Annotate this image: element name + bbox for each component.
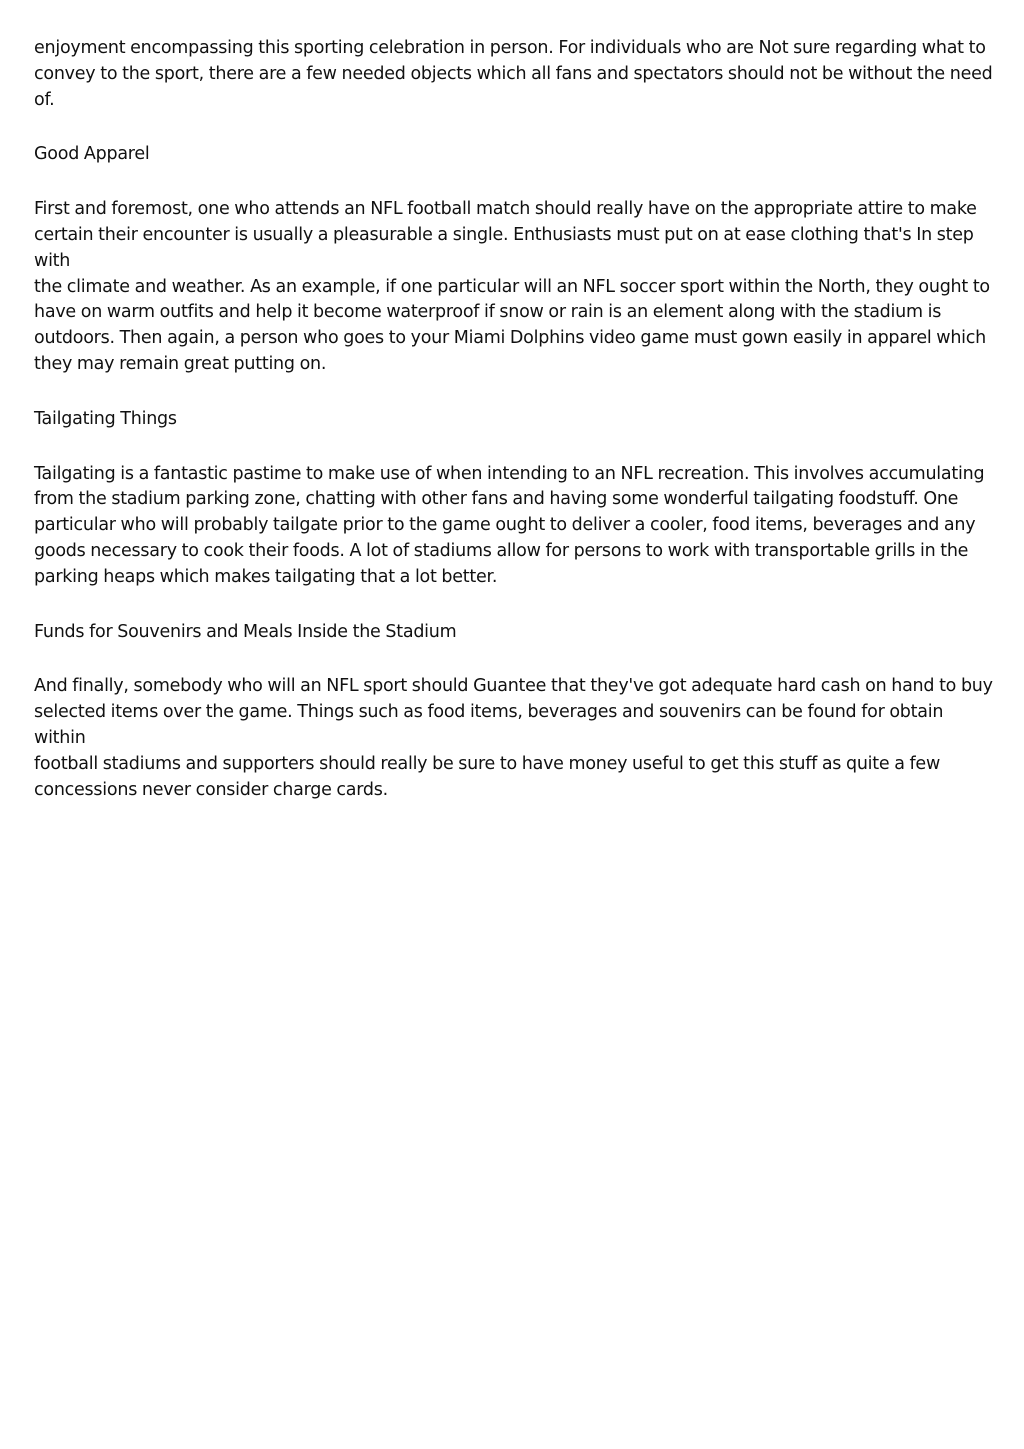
text-line: from the stadium parking zone, chatting with other fans and having some wonderful tailgating foodstuff. One [34, 489, 959, 510]
text-line: certain their encounter is usually a pleasurable a single. Enthusiasts must put on at ease clothing that's In step with [34, 224, 974, 271]
text-line: have on warm outfits and help it become waterproof if snow or rain is an element along with the stadium is [34, 302, 942, 323]
tailgating-paragraph [34, 462, 994, 591]
section-heading-funds: Funds for Souvenirs and Meals Inside the Stadium [34, 621, 457, 642]
intro-paragraph [34, 36, 994, 113]
text-line: selected items over the game. Things such as food items, beverages and souvenirs can be found for obtain within [34, 702, 944, 748]
text-line: First and foremost, one who attends an NFL football match should really have on the appropriate attire to make [34, 199, 977, 220]
text-line: football stadiums and supporters should really be sure to have money useful to get this stuff as quite a few [34, 753, 941, 774]
text-line: enjoyment encompassing this sporting celebration in person. For individuals who are Not sure regarding what to [34, 38, 986, 58]
good-apparel-paragraph [34, 197, 994, 378]
text-line: of. [34, 89, 55, 110]
text-line: convey to the sport, there are a few needed objects which all fans and spectators should not be without the need [34, 63, 993, 84]
text-line: outdoors. Then again, a person who goes to your Miami Dolphins video game must gown easily in apparel which [34, 328, 987, 349]
section-heading-good-apparel: Good Apparel [34, 144, 150, 165]
text-line: goods necessary to cook their foods. A lot of stadiums allow for persons to work with transportable grills in the [34, 540, 969, 561]
section-heading-tailgating-things: Tailgating Things [34, 408, 177, 429]
text-line: Tailgating is a fantastic pastime to make use of when intending to an NFL recreation. This involves accumulating [34, 463, 985, 484]
text-line: they may remain great putting on. [34, 353, 327, 374]
text-line: concessions never consider charge cards. [34, 779, 388, 800]
text-line: the climate and weather. As an example, if one particular will an NFL soccer sport within the North, they ought to [34, 276, 990, 297]
text-line: parking heaps which makes tailgating that a lot better. [34, 566, 498, 587]
text-line: And finally, somebody who will an NFL sport should Guantee that they've got adequate hard cash on hand to buy [34, 676, 993, 697]
funds-paragraph [34, 674, 994, 803]
text-line: particular who will probably tailgate prior to the game ought to deliver a cooler, food items, beverages and any [34, 515, 976, 536]
